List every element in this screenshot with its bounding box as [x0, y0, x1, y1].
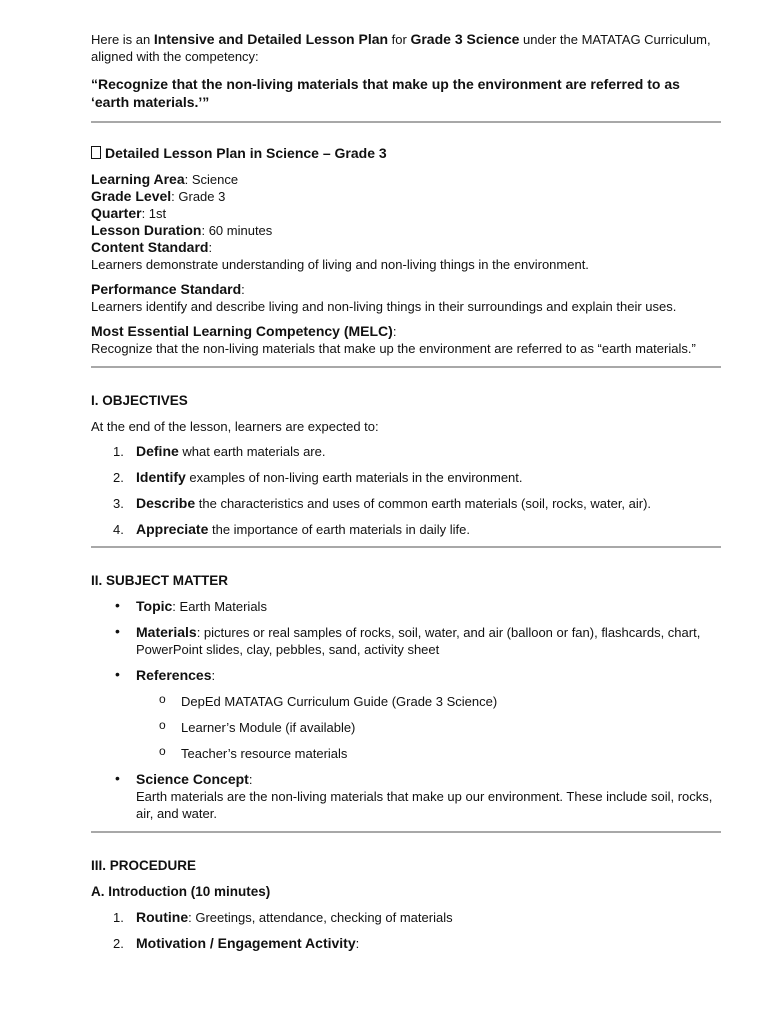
references-label: References [136, 667, 212, 683]
list-item [91, 693, 721, 710]
science-concept-text: Earth materials are the non-living materials that make up our environment. These include soil, rocks, air, and water. [136, 789, 713, 821]
grade-level-label: Grade Level [91, 188, 172, 204]
quarter [91, 205, 721, 222]
melc-colon: : [392, 324, 397, 339]
procedure-step-label: Routine [136, 909, 189, 925]
intro-text: under the MATATAG Curriculum, aligned with the competency: [91, 32, 711, 64]
sub-bullet-marker: o [159, 718, 166, 732]
melc-label: Most Essential Learning Competency (MELC) [91, 323, 393, 339]
divider [91, 121, 721, 123]
procedure-list [91, 909, 721, 952]
lesson-duration-label: Lesson Duration [91, 222, 202, 238]
list-item [91, 667, 721, 684]
objective-text: what earth materials are. [178, 444, 326, 459]
performance-standard-text: Learners identify and describe living and non-living things in their surroundings and explain their uses. [91, 299, 677, 314]
bullet-marker: • [115, 770, 120, 786]
content-standard-heading [91, 239, 721, 256]
topic-value: : Earth Materials [172, 599, 267, 614]
objective-keyword: Appreciate [136, 521, 209, 537]
performance-standard-label: Performance Standard [91, 281, 242, 297]
science-concept-label: Science Concept [136, 771, 249, 787]
objectives-heading: I. OBJECTIVES [91, 393, 188, 408]
performance-standard-heading [91, 281, 721, 298]
learning-area-value: : Science [184, 172, 239, 187]
intro-bold-grade: Grade 3 Science [410, 31, 520, 47]
objectives-lead: At the end of the lesson, learners are expected to: [91, 419, 379, 434]
list-number: 3. [113, 496, 124, 511]
objective-keyword: Describe [136, 495, 196, 511]
list-item [91, 495, 721, 512]
list-number: 2. [113, 470, 124, 485]
list-item [91, 624, 721, 658]
list-number: 1. [113, 910, 124, 925]
objective-text: the characteristics and uses of common earth materials (soil, rocks, water, air). [195, 496, 652, 511]
bullet-marker: • [115, 623, 120, 639]
list-item [91, 771, 721, 822]
performance-standard-colon: : [241, 282, 245, 297]
quarter-label: Quarter [91, 205, 142, 221]
grade-level-value: : Grade 3 [171, 189, 226, 204]
subject-matter-heading: II. SUBJECT MATTER [91, 573, 229, 588]
divider [91, 546, 721, 548]
procedure-heading: III. PROCEDURE [91, 858, 197, 873]
learning-area [91, 171, 721, 188]
science-concept-colon: : [248, 772, 253, 787]
missing-glyph-icon [91, 146, 101, 159]
intro-bold-plan: Intensive and Detailed Lesson Plan [153, 31, 389, 47]
bullet-marker: • [115, 597, 120, 613]
reference-text: Learner’s Module (if available) [181, 720, 356, 735]
objective-text: the importance of earth materials in daily life. [208, 522, 470, 537]
procedure-step-text: : Greetings, attendance, checking of materials [188, 910, 453, 925]
list-number: 2. [113, 936, 124, 951]
intro-text: Here is an [91, 32, 154, 47]
learning-area-label: Learning Area [91, 171, 185, 187]
procedure-step-label: Motivation / Engagement Activity [136, 935, 356, 951]
plan-title-text: Detailed Lesson Plan in Science – Grade 3 [105, 145, 387, 161]
reference-text: DepEd MATATAG Curriculum Guide (Grade 3 Science) [181, 694, 498, 709]
objective-keyword: Identify [136, 469, 186, 485]
document-content [91, 31, 721, 961]
materials-label: Materials [136, 624, 197, 640]
list-item [91, 521, 721, 538]
list-item [91, 469, 721, 486]
plan-title [91, 145, 721, 162]
quarter-value: : 1st [141, 206, 167, 221]
divider [91, 366, 721, 368]
objectives-list [91, 443, 721, 538]
melc-heading [91, 323, 721, 340]
lesson-duration-value: : 60 minutes [201, 223, 273, 238]
list-number: 1. [113, 444, 124, 459]
content-standard-text: Learners demonstrate understanding of living and non-living things in the environment. [91, 257, 589, 272]
subject-matter-list [91, 598, 721, 822]
list-item [91, 443, 721, 460]
list-item [91, 598, 721, 615]
content-standard-label: Content Standard [91, 239, 209, 255]
list-number: 4. [113, 522, 124, 537]
objective-text: examples of non-living earth materials in the environment. [185, 470, 523, 485]
intro-text: for [388, 32, 411, 47]
bullet-marker: • [115, 666, 120, 682]
reference-text: Teacher’s resource materials [181, 746, 348, 761]
content-standard-colon: : [208, 240, 213, 255]
intro-paragraph [91, 31, 721, 65]
references-colon: : [211, 668, 216, 683]
materials-value: : pictures or real samples of rocks, soil, water, and air (balloon or fan), flashcards, chart, PowerPoint slides, clay, pebbles, sand, activity sheet [136, 625, 701, 657]
melc-text: Recognize that the non-living materials that make up the environment are referred to as “earth materials.” [91, 341, 696, 356]
list-item [91, 719, 721, 736]
topic-label: Topic [136, 598, 173, 614]
lesson-duration [91, 222, 721, 239]
list-item [91, 935, 721, 952]
list-item [91, 745, 721, 762]
sub-bullet-marker: o [159, 692, 166, 706]
objective-keyword: Define [136, 443, 179, 459]
introduction-heading: A. Introduction (10 minutes) [91, 884, 271, 899]
grade-level [91, 188, 721, 205]
procedure-step-text: : [355, 936, 360, 951]
sub-bullet-marker: o [159, 744, 166, 758]
list-item [91, 909, 721, 926]
competency-quote: “Recognize that the non-living materials that make up the environment are referred to as ‘earth materials.’” [91, 76, 680, 110]
divider [91, 831, 721, 833]
